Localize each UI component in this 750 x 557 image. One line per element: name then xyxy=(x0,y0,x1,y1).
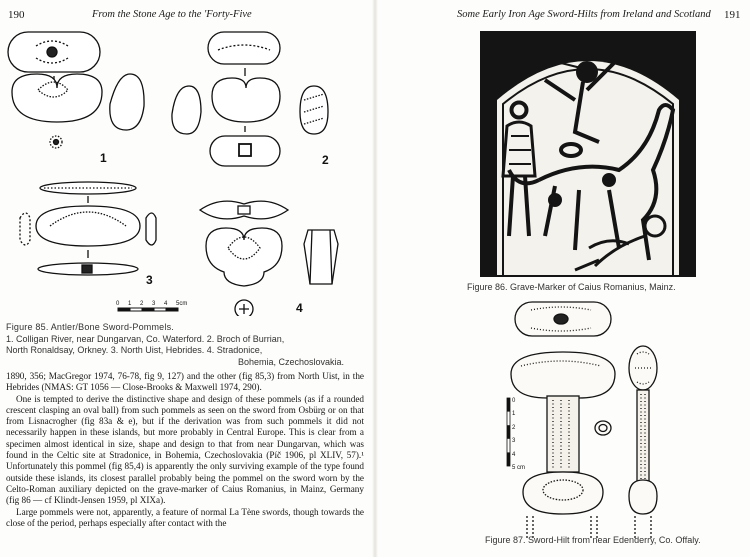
figure-85-caption-title: Figure 85. Antler/Bone Sword-Pommels. xyxy=(6,322,174,332)
figure-85-drawing xyxy=(0,26,375,316)
left-body-text xyxy=(6,371,364,529)
page-number-left: 190 xyxy=(8,9,25,21)
scale-label-0: 0 xyxy=(512,398,516,404)
figure-87-scale-bar xyxy=(503,396,533,476)
figure-85-caption-line: Bohemia, Czechoslovakia. xyxy=(238,356,345,367)
scale-label-3: 3 xyxy=(152,301,156,307)
figure-label-1: 1 xyxy=(100,151,107,165)
figure-86-grave-marker-drawing xyxy=(479,30,697,278)
figure-87-caption: Figure 87. Sword-Hilt from near Edenderry, Co. Offaly. xyxy=(485,535,701,545)
pommel-1-drawings xyxy=(8,32,144,165)
scale-label-3: 3 xyxy=(512,438,516,444)
scale-label-2: 2 xyxy=(140,301,144,307)
running-head-left: From the Stone Age to the 'Forty-Five xyxy=(92,9,252,20)
scale-label-5: 5 cm xyxy=(512,465,526,471)
figure-85-caption-line: 1. Colligan River, near Dungarvan, Co. Waterford. 2. Broch of Burrian, xyxy=(6,333,285,344)
scale-label-2: 2 xyxy=(512,425,516,431)
figure-label-4: 4 xyxy=(296,301,303,315)
right-page xyxy=(375,0,750,557)
pommel-2-drawings xyxy=(172,32,329,167)
figure-85-caption xyxy=(6,322,368,368)
body-paragraph: 1890, 356; MacGregor 1974, 76-78, fig 9, 127) and the other (fig 85,3) from North Uist, in the Hebrides (NMAS: GT 1056 — Close-Brooks & Maxwell 1974, 290). xyxy=(6,371,364,393)
running-head-right: Some Early Iron Age Sword-Hilts from Ireland and Scotland xyxy=(457,9,711,20)
pommel-4-drawings xyxy=(200,201,338,316)
pommel-3-drawings xyxy=(20,182,156,287)
scale-label-4: 4 xyxy=(164,301,168,307)
figure-85-scale-bar xyxy=(116,301,187,311)
figure-label-3: 3 xyxy=(146,273,153,287)
body-paragraph: Large pommels were not, apparently, a feature of normal La Tène swords, though towards the close of the period, perhaps especially after contact with the xyxy=(6,506,364,528)
figure-label-2: 2 xyxy=(322,153,329,167)
scale-label-1: 1 xyxy=(512,411,516,417)
scale-label-4: 4 xyxy=(512,452,516,458)
figure-87-sword-hilt-drawing xyxy=(501,296,715,546)
page-number-right: 191 xyxy=(724,9,741,21)
scale-label-0: 0 xyxy=(116,301,120,307)
scale-label-5: 5cm xyxy=(176,301,188,307)
body-paragraph: One is tempted to derive the distinctive shape and design of these pommels (as if a rounded crescent clasping an oval ball) from such pommels as seen on the sword from Osbürg or on that from Lisnacrogher (fig 83a & e), but if the derivation was from such pommels it did not necessarily happen in these islands, but more probably in Central Europe. This is clear from a specimen almost identical in size, shape and design to that from near Dungarvan, which was found in the Celtic site at Stradonice, in Bohemia, Czechoslovakia (Píč 1906, pl XLIV, 57).¹ Unfortunately this pommel (fig 85,4) is apparently the only surviving example of the type found outside these islands, its closest parallel probably being the pommel on the sword worn by the Celto-Roman auxiliary depicted on the grave-marker of Caius Romanius, in Mainz, Germany (fig 86 — cf Klindt-Jensen 1959, pl XIXa). xyxy=(6,393,364,506)
scale-label-1: 1 xyxy=(128,301,132,307)
figure-85-caption-line: North Ronaldsay, Orkney. 3. North Uist, Hebrides. 4. Stradonice, xyxy=(6,345,263,355)
figure-86-caption: Figure 86. Grave-Marker of Caius Romanius, Mainz. xyxy=(467,282,676,292)
